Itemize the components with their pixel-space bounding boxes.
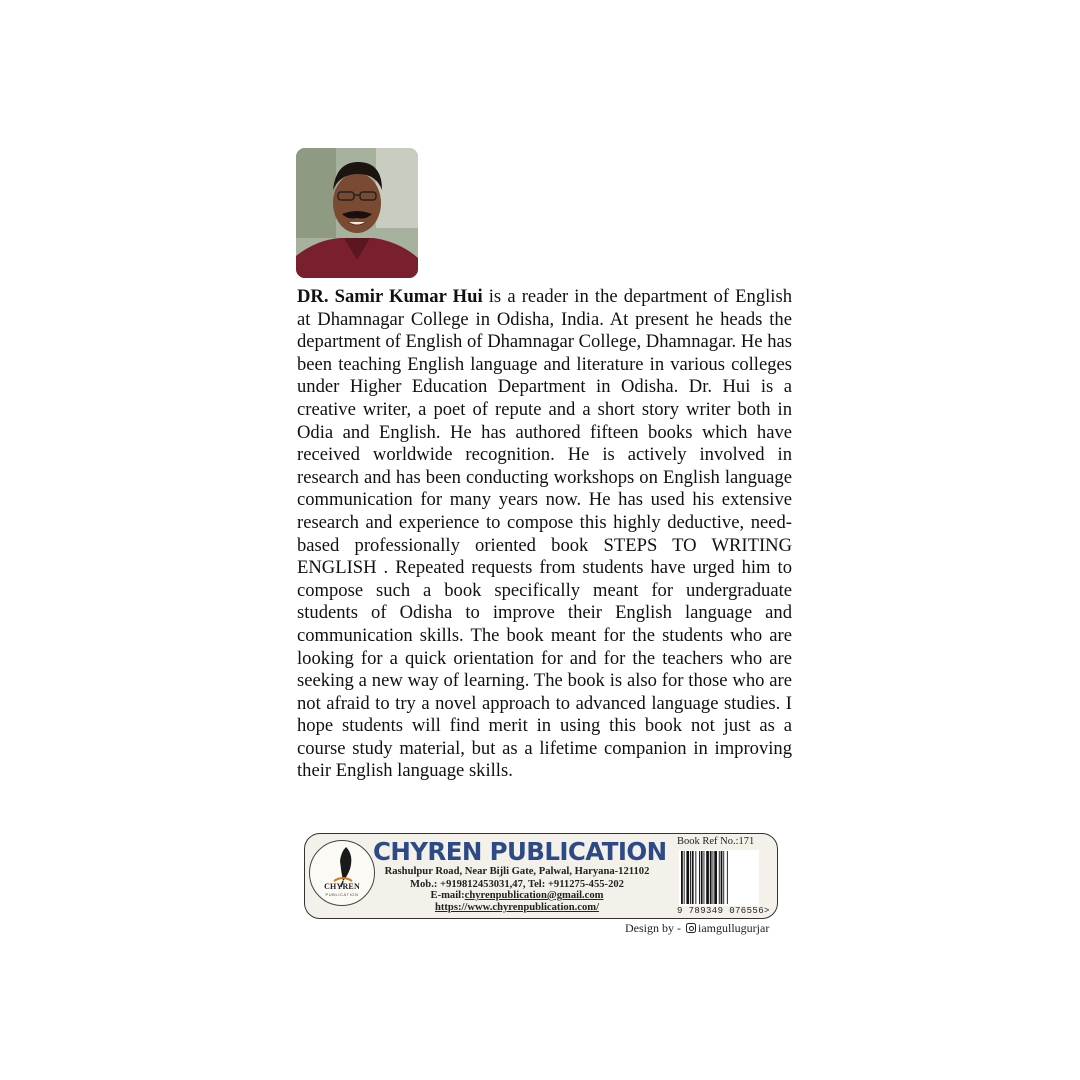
barcode-bar xyxy=(695,851,696,904)
design-credit xyxy=(625,921,769,936)
logo-name: CHYREN xyxy=(324,882,360,891)
author-bio-text: is a reader in the department of English at Dhamnagar College in Odisha, India. At present he heads the department of English of Dhamnagar College, Dhamnagar. He has been teaching English language and literature in various colleges under Higher Education Department in Odisha. Dr. Hui is a creative writer, a poet of repute and a short story writer both in Odia and English. He has authored fifteen books which have received worldwide recognition. He is actively involved in research and has been conducting workshops on English language communication for many years now. He has used his extensive research and experience to compose this highly deductive, need-based professionally oriented book STEPS TO WRITING ENGLISH . Repeated requests from students have urged him to compose such a book specifically meant for undergraduate students of Odisha to improve their English language and communication skills. The book meant for the students who are looking for a quick orientation for and for the teachers who are seeking a new way of learning. The book is also for those who are not afraid to try a novel approach to advanced language studies. I hope students will find merit in using this book not just as a course study material, but as a lifetime companion in improving their English language skills. xyxy=(297,286,792,782)
barcode-bar xyxy=(692,851,694,904)
book-ref-number: Book Ref No.:171 xyxy=(677,836,755,847)
design-credit-label: Design by - xyxy=(625,921,681,935)
publisher-website-line xyxy=(367,902,667,913)
publisher-name: CHYREN PUBLICATION xyxy=(373,837,667,866)
author-portrait-image xyxy=(296,148,418,278)
publisher-address: Rashulpur Road, Near Bijli Gate, Palwal, Haryana-121102 xyxy=(384,866,650,877)
logo-subtitle: PUBLICATION xyxy=(325,892,359,897)
barcode-bar xyxy=(719,851,720,904)
publisher-panel xyxy=(304,833,778,919)
isbn-number: 9 789349 076556 xyxy=(677,906,765,916)
barcode-bar xyxy=(721,851,723,904)
email-label: E-mail: xyxy=(430,890,465,901)
barcode-bar xyxy=(706,851,709,904)
barcode-bar xyxy=(681,851,683,904)
barcode-bar xyxy=(727,851,728,904)
barcode-bar xyxy=(710,851,712,904)
barcode-bar xyxy=(686,851,689,904)
isbn-barcode xyxy=(679,850,759,906)
isbn-digits xyxy=(677,906,770,916)
author-bio xyxy=(297,286,792,783)
barcode-bar xyxy=(684,851,685,904)
barcode-bar xyxy=(714,851,717,904)
publisher-website-link[interactable]: https://www.chyrenpublication.com/ xyxy=(434,902,600,913)
publisher-logo xyxy=(309,840,375,906)
isbn-end-marker: > xyxy=(764,906,770,916)
barcode-bar xyxy=(713,851,714,904)
publisher-phone: Mob.: +919812453031,47, Tel: +911275-455-202 xyxy=(410,879,624,890)
barcode-bar xyxy=(699,851,700,904)
author-photo xyxy=(296,148,418,278)
author-name: DR. Samir Kumar Hui xyxy=(297,286,483,307)
barcode-bar xyxy=(701,851,703,904)
publisher-email-link[interactable]: chyrenpublication@gmail.com xyxy=(464,890,604,901)
instagram-icon xyxy=(686,923,696,933)
publisher-email-line xyxy=(367,890,667,901)
barcode-bar xyxy=(723,851,724,904)
barcode-bar xyxy=(704,851,705,904)
barcode-bar xyxy=(690,851,691,904)
designer-handle[interactable]: iamgullugurjar xyxy=(698,921,770,935)
